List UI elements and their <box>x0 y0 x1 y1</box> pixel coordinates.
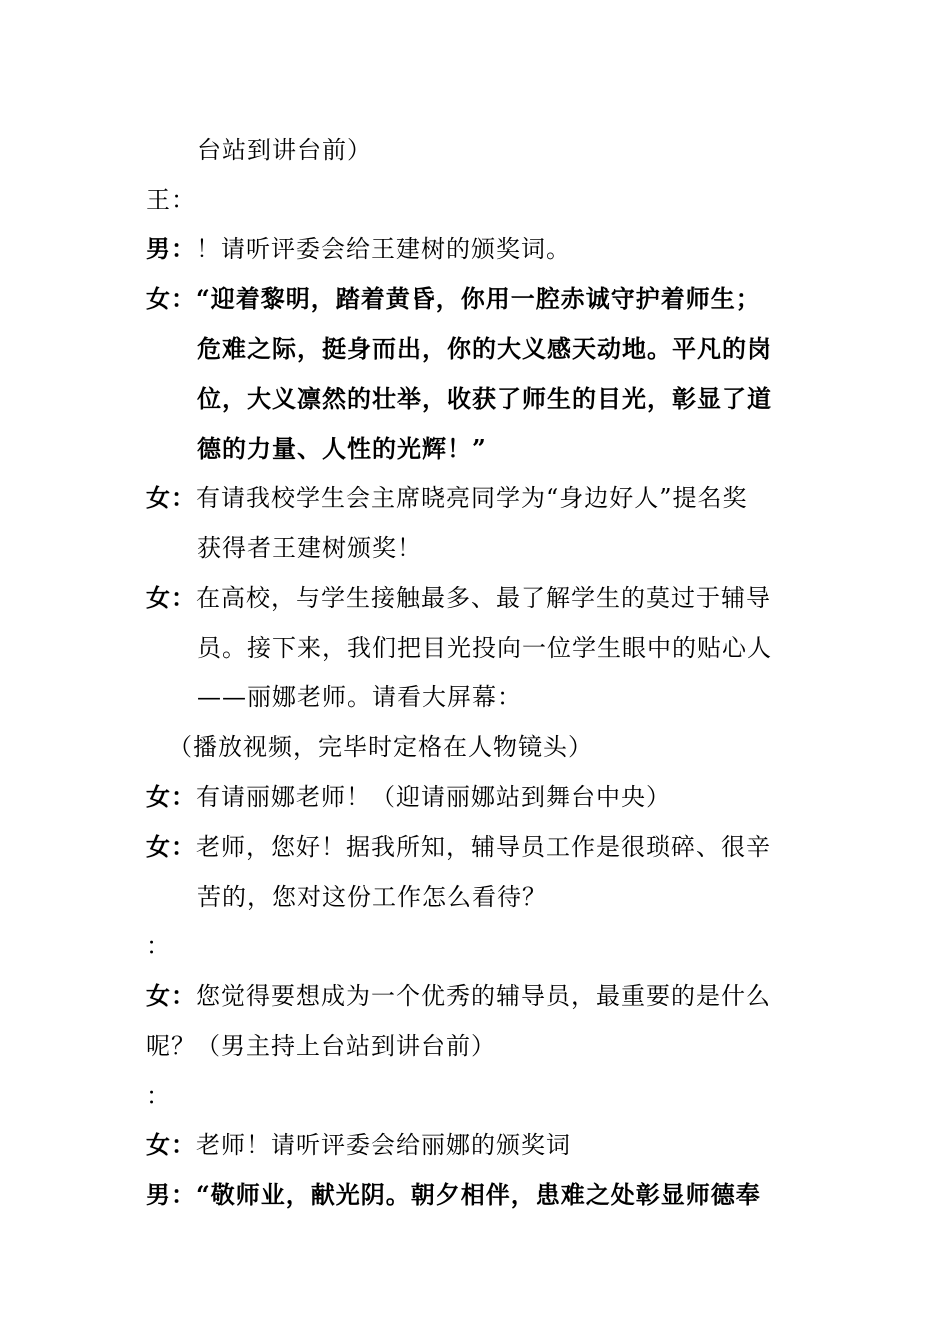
line-text: “迎着黎明，踏着黄昏，你用一腔赤诚守护着师生； <box>196 284 761 313</box>
speaker-label: 女： <box>146 981 196 1010</box>
script-line <box>146 1030 816 1062</box>
script-line <box>146 831 816 863</box>
script-line <box>197 881 817 913</box>
speaker-label: 女： <box>146 483 196 512</box>
line-text: ！请听评委会给王建树的颁奖词。 <box>196 235 571 263</box>
script-line <box>146 980 816 1012</box>
line-text: 在高校，与学生接触最多、最了解学生的莫过于辅导 <box>196 584 771 612</box>
stage-direction <box>168 731 838 763</box>
script-line <box>146 582 816 614</box>
speaker-label: 女： <box>146 583 196 612</box>
script-line <box>197 383 817 415</box>
script-line <box>197 632 817 664</box>
script-line <box>146 184 816 216</box>
line-text: 呢？（男主持上台站到讲台前） <box>146 1032 496 1060</box>
line-text: 位，大义凛然的壮举，收获了师生的目光，彰显了道 <box>197 384 772 413</box>
speaker-label: 男： <box>146 234 196 263</box>
script-line <box>146 1080 816 1112</box>
script-line <box>146 283 816 315</box>
line-text: ——丽娜老师。请看大屏幕： <box>197 683 522 711</box>
line-text: 老师！请听评委会给丽娜的颁奖词 <box>196 1131 571 1159</box>
script-line <box>197 681 817 713</box>
line-text: 有请丽娜老师！（迎请丽娜站到舞台中央） <box>196 783 671 811</box>
line-text: 德的力量、人性的光辉！” <box>197 434 487 463</box>
script-line <box>197 433 817 465</box>
script-line <box>146 233 816 265</box>
line-text: ： <box>146 1082 171 1110</box>
script-line <box>146 930 816 962</box>
line-text: 有请我校学生会主席晓亮同学为“身边好人”提名奖 <box>196 484 748 512</box>
line-text: 员。接下来，我们把目光投向一位学生眼中的贴心人 <box>197 634 772 662</box>
script-line <box>146 781 816 813</box>
script-line <box>197 532 817 564</box>
speaker-label: 女： <box>146 284 196 313</box>
line-text: 获得者王建树颁奖！ <box>197 534 422 562</box>
speaker-label: 女： <box>146 1130 196 1159</box>
line-text: 台站到讲台前） <box>197 136 372 164</box>
script-line <box>146 1129 816 1161</box>
script-line <box>197 333 817 365</box>
speaker-label: 女： <box>146 832 196 861</box>
line-text: 危难之际，挺身而出，你的大义感天动地。平凡的岗 <box>197 334 772 363</box>
line-text: （播放视频，完毕时定格在人物镜头） <box>168 733 593 761</box>
line-text: 您觉得要想成为一个优秀的辅导员，最重要的是什么 <box>196 982 771 1010</box>
speaker-label: 女： <box>146 782 196 811</box>
line-text: 老师，您好！据我所知，辅导员工作是很琐碎、很辛 <box>196 833 771 861</box>
script-line <box>146 482 816 514</box>
script-line <box>146 1179 816 1211</box>
speaker-label: 男： <box>146 1180 196 1209</box>
speaker-label: 王： <box>146 186 196 214</box>
line-text: ： <box>146 932 171 960</box>
script-line <box>197 134 817 166</box>
line-text: “敬师业，献光阴。朝夕相伴，患难之处彰显师德奉 <box>196 1180 761 1209</box>
line-text: 苦的，您对这份工作怎么看待？ <box>197 883 547 911</box>
